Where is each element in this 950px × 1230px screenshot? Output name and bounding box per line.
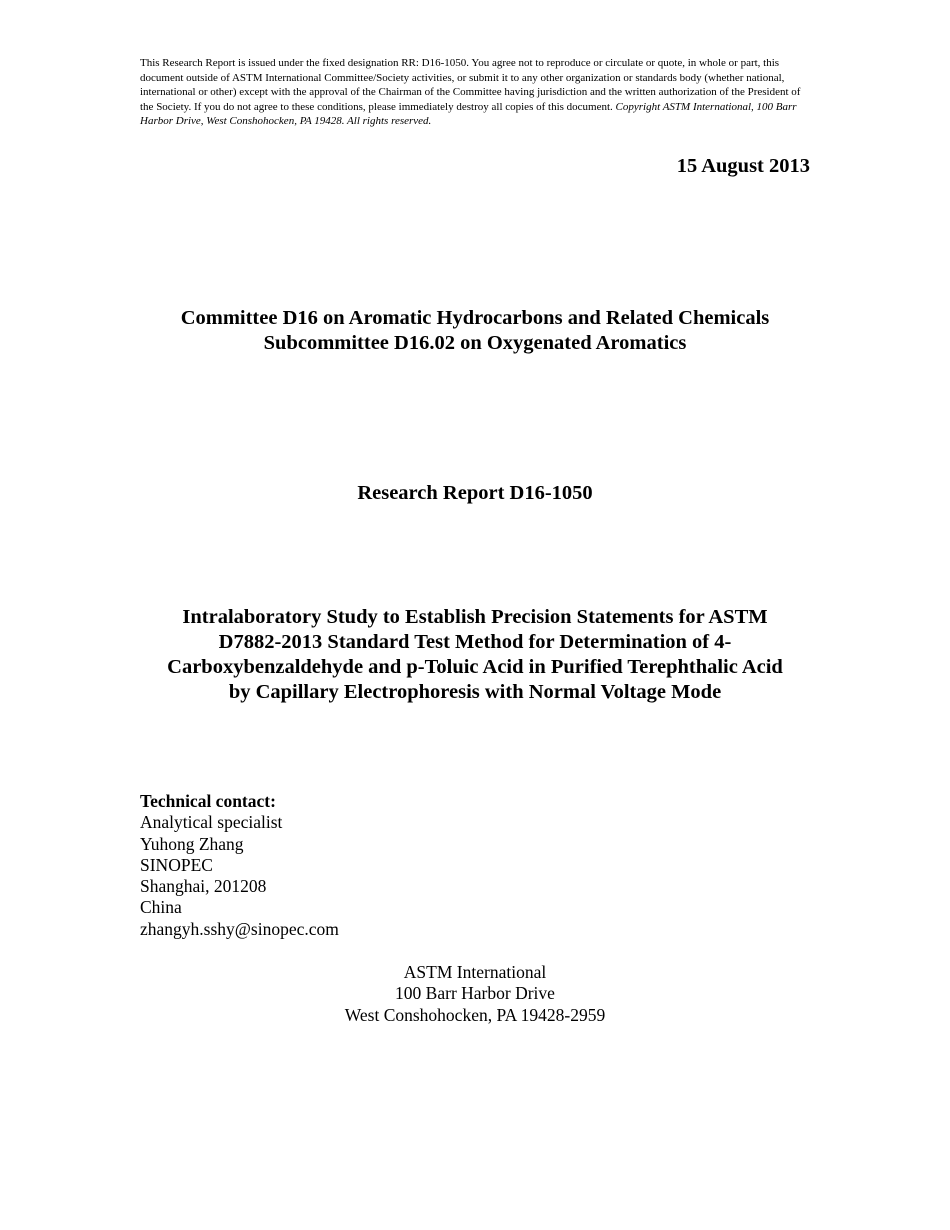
title-line: D7882-2013 Standard Test Method for Determination of 4-: [218, 631, 732, 653]
title-line: Intralaboratory Study to Establish Precision Statements for ASTM: [182, 606, 768, 628]
title-line: Carboxybenzaldehyde and p-Toluic Acid in Purified Terephthalic Acid: [167, 656, 783, 678]
notice-text: This Research Report is issued under the fixed designation RR: D16-1050. You agree not to reproduce or circulate or quote, in whole or part, this document outside of ASTM International Committee/Society activities, or submit it to any other organization or standards body (whether national, international or other) except with the approval of the Chairman of the Committee having jurisdiction and the written authorization of the President of the Society. If you do not agree to these conditions, please immediately destroy all copies of this document.: [140, 57, 801, 113]
contact-email: zhangyh.sshy@sinopec.com: [140, 918, 339, 939]
committee-name: Committee D16 on Aromatic Hydrocarbons and Related Chemicals: [180, 307, 770, 329]
contact-country: China: [140, 897, 182, 918]
address-org: ASTM International: [403, 962, 547, 982]
copyright-text: Copyright ASTM International, 100 Barr Harbor Drive, West Conshohocken, PA 19428. All rights reserved.: [140, 100, 797, 127]
contact-role: Analytical specialist: [140, 812, 283, 833]
title-line: by Capillary Electrophoresis with Normal Voltage Mode: [228, 681, 722, 703]
astm-address: [140, 962, 810, 1026]
contact-name: Yuhong Zhang: [140, 833, 244, 854]
report-date: 15 August 2013: [676, 155, 810, 177]
subcommittee-name: Subcommittee D16.02 on Oxygenated Aromatics: [263, 332, 687, 354]
address-city: West Conshohocken, PA 19428-2959: [344, 1004, 606, 1025]
usage-notice: [140, 56, 812, 129]
committee-heading: [140, 306, 810, 356]
technical-contact: [140, 791, 339, 940]
contact-city: Shanghai, 201208: [140, 876, 267, 897]
study-title: [140, 605, 810, 705]
contact-organization: SINOPEC: [140, 854, 213, 875]
report-number: Research Report D16-1050: [357, 482, 593, 504]
address-street: 100 Barr Harbor Drive: [395, 983, 555, 1004]
contact-heading: Technical contact:: [140, 791, 276, 811]
